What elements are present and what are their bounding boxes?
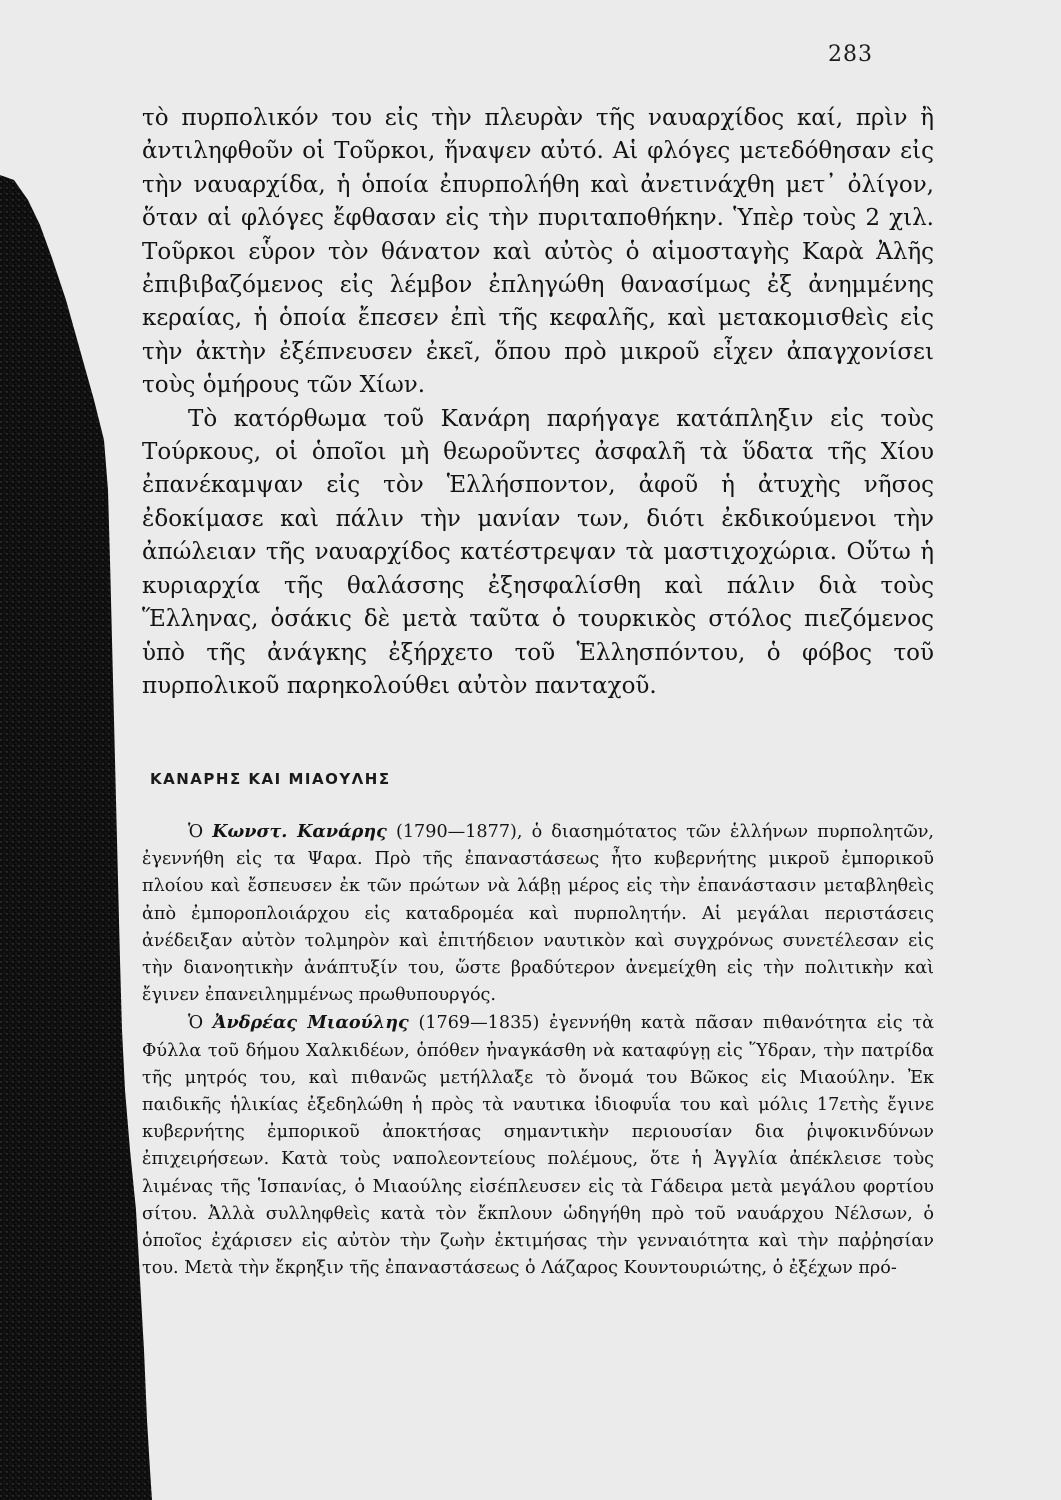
section-heading: ΚΑΝΑΡΗΣ ΚΑΙ ΜΙΑΟΥΛΗΣ [150, 770, 391, 788]
prefix: Ὁ [188, 1013, 204, 1034]
prefix: Ὁ [188, 822, 204, 842]
biography-kanaris [142, 818, 934, 1009]
biography-miaoulis [142, 1009, 934, 1282]
page-number: 283 [828, 42, 873, 67]
bio-text: (1769—1835) ἐγεννήθη κατὰ πᾶσαν πιθανότητα εἰς τὰ Φύλλα τοῦ δήμου Χαλκιδέων, ὁπόθεν ἠναγκάσθη νὰ καταφύγῃ εἰς Ὕδραν, τὴν πατρίδα τῆς μητρός του, καὶ πιθανῶς μετήλλαξε τὸ ὄνομά του Βῶκος εἰς Μιαούλην. Ἐκ παιδικῆς ἡλικίας ἐξεδηλώθη ἡ πρὸς τὰ ναυτικα ἰδιοφυΐα του καὶ μόλις 17ετὴς ἔγινε κυβερνήτης ἐμπορικοῦ ἀποκτήσας σημαντικὴν περιουσίαν δια ῥιψοκινδύνων ἐπιχειρήσεων. Κατὰ τοὺς ναπολεοντείους πολέμους, ὅτε ἡ Ἀγγλία ἀπέκλεισε τοὺς λιμένας τῆς Ἱσπανίας, ὁ Μιαούλης εἰσέπλευσεν εἰς τὰ Γάδειρα μετὰ μεγάλου φορτίου σίτου. Ἀλλὰ συλληφθεὶς κατὰ τὸν ἔκπλουν ὡδηγήθη πρὸ τοῦ ναυάρχου Νέλσων, ὁ ὁποῖος ἐχάρισεν εἰς αὐτὸν τὴν ζωὴν ἐκτιμήσας τὴν γενναιότητα καὶ τὴν παῤῥησίαν του. Μετὰ τὴν ἔκρηξιν τῆς ἐπαναστάσεως ὁ Λάζαρος Κουντουριώτης, ὁ ἐξέχων πρό- [142, 1013, 935, 1279]
biography-section [142, 818, 934, 1282]
paragraph: τὸ πυρπολικόν του εἰς τὴν πλευρὰν τῆς ναυαρχίδος καί, πρὶν ἢ ἀντιληφθοῦν οἱ Τοῦρκοι, ἥναψεν αὐτό. Αἱ φλόγες μετεδόθησαν εἰς τὴν ναυαρχίδα, ἡ ὁποία ἐπυρπολήθη καὶ ἀνετινάχθη μετ᾽ ὀλίγον, ὅταν αἱ φλόγες ἔφθασαν εἰς τὴν πυριταποθήκην. Ὑπὲρ τοὺς 2 χιλ. Τοῦρκοι εὗρον τὸν θάνατον καὶ αὐτὸς ὁ αἱμοσταγὴς Καρὰ Ἀλῆς ἐπιβιβαζόμενος εἰς λέμβον ἐπληγώθη θανασίμως ἐξ ἀνημμένης κεραίας, ἡ ὁποία ἔπεσεν ἐπὶ τῆς κεφαλῆς, καὶ μετακομισθεὶς εἰς τὴν ἀκτὴν ἐξέπνευσεν ἐκεῖ, ὅπου πρὸ μικροῦ εἶχεν ἀπαγχονίσει τοὺς ὁμήρους τῶν Χίων. [142, 105, 934, 399]
bio-text: (1790—1877), ὁ διασημότατος τῶν ἑλλήνων πυρπολητῶν, ἐγεννήθη εἰς τα Ψαρα. Πρὸ τῆς ἐπαναστάσεως ἦτο κυβερνήτης μικροῦ ἐμπορικοῦ πλοίου καὶ ἔσπευσεν ἐκ τῶν πρώτων νὰ λάβῃ μέρος εἰς τὴν ἐπανάστασιν μεταβληθεὶς ἀπὸ ἐμποροπλοιάρχου εἰς καταδρομέα καὶ πυρπολητήν. Αἱ μεγάλαι περιστάσεις ἀνέδειξαν αὐτὸν τολμηρὸν καὶ ἐπιτήδειον ναυτικὸν καὶ συγχρόνως συνετέλεσαν εἰς τὴν διανοητικὴν ἀνάπτυξίν του, ὥστε βραδύτερον ἀνεμείχθη εἰς τὴν πολιτικὴν καὶ ἔγινεν ἐπανειλημμένως πρωθυπουργός. [142, 822, 935, 1006]
person-name: Ἀνδρέας Μιαούλης [212, 1012, 409, 1034]
paragraph: Τὸ κατόρθωμα τοῦ Κανάρη παρήγαγε κατάπληξιν εἰς τοὺς Τούρκους, οἱ ὁποῖοι μὴ θεωροῦντες ἀσφαλῆ τὰ ὕδατα τῆς Χίου ἐπανέκαμψαν εἰς τὸν Ἑλλήσποντον, ἀφοῦ ἡ ἀτυχὴς νῆσος ἐδοκίμασε καὶ πάλιν τὴν μανίαν των, διότι ἐκδικούμενοι τὴν ἀπώλειαν τῆς ναυαρχίδος κατέστρεψαν τὰ μαστιχοχώρια. Οὕτω ἡ κυριαρχία τῆς θαλάσσης ἐξησφαλίσθη καὶ πάλιν διὰ τοὺς Ἕλληνας, ὁσάκις δὲ μετὰ ταῦτα ὁ τουρκικὸς στόλος πιεζόμενος ὑπὸ τῆς ἀνάγκης ἐξήρχετο τοῦ Ἑλλησπόντου, ὁ φόβος τοῦ πυρπολικοῦ παρηκολούθει αὐτὸν πανταχοῦ. [142, 405, 934, 699]
main-text-section [142, 102, 934, 703]
person-name: Κωνστ. Κανάρης [212, 821, 387, 842]
